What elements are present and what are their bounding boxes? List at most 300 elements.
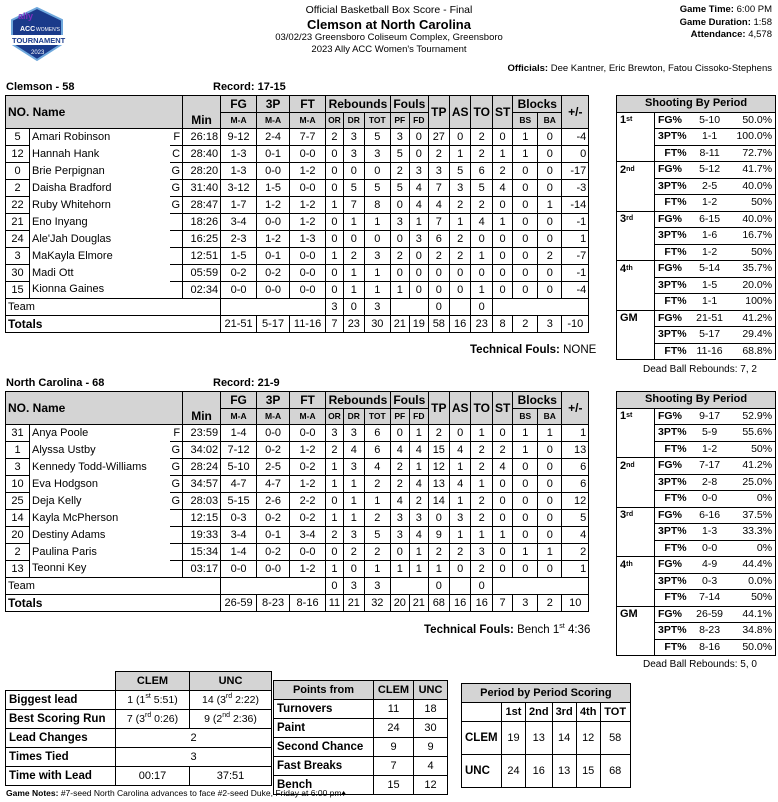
period-blank [617, 294, 655, 311]
stat-cell: 1 [471, 476, 492, 493]
sbp-row [617, 310, 776, 327]
player-row [6, 282, 589, 299]
made-attempts: 0-0 [690, 491, 730, 508]
totals-label: Totals [6, 595, 221, 612]
header-row [6, 96, 589, 113]
player-number: 10 [6, 476, 30, 493]
player-row [6, 459, 589, 476]
stat-cell: 4 [409, 197, 428, 214]
stat-cell: 1 [409, 214, 428, 231]
player-position: G [170, 197, 183, 214]
stat-cell: 1 [326, 248, 344, 265]
made-attempts: 7-17 [690, 458, 730, 475]
pps-title: Period by Period Scoring [462, 684, 631, 703]
stat-cell: 4-7 [221, 476, 257, 493]
pf-unc-val: 9 [414, 738, 448, 757]
percentage: 41.2% [730, 458, 776, 475]
stat-cell: 0-1 [257, 248, 290, 265]
dead-value: 5, 0 [740, 659, 757, 670]
stat-label: FG% [655, 112, 690, 129]
stat-cell: 0 [513, 248, 538, 265]
team-dr: 0 [343, 299, 364, 316]
stat-cell: -4 [562, 129, 589, 146]
stat-cell: 7 [343, 197, 364, 214]
stat-cell: 0-2 [290, 459, 326, 476]
player-number: 0 [6, 163, 30, 180]
stat-cell: 1 [343, 265, 364, 282]
period-label [617, 261, 655, 278]
stat-cell: 0 [538, 146, 562, 163]
stat-cell: 2 [492, 163, 512, 180]
stat-cell: 2 [428, 425, 449, 442]
percentage: 50% [730, 195, 776, 212]
pps-row [462, 722, 631, 755]
col-plus-minus: +/- [562, 392, 589, 425]
sub-ba: BA [538, 113, 562, 129]
period-blank [617, 540, 655, 557]
total-cell: 23 [471, 316, 492, 333]
blank-cell [492, 299, 588, 316]
pps-row [462, 755, 631, 788]
percentage: 0% [730, 491, 776, 508]
period-blank [617, 327, 655, 344]
player-minutes: 19:33 [183, 527, 221, 544]
gs-val-post: 0:26) [154, 713, 179, 725]
player-number: 13 [6, 561, 30, 578]
col-min: Min [183, 392, 221, 425]
sub-ma: M-A [257, 113, 290, 129]
player-name: Ruby Whitehorn [32, 198, 111, 211]
player-name: Hannah Hank [32, 147, 100, 160]
stat-cell: 0 [364, 163, 390, 180]
player-minutes: 02:34 [183, 282, 221, 299]
percentage: 41.7% [730, 162, 776, 179]
player-minutes: 34:02 [183, 442, 221, 459]
player-row [6, 163, 589, 180]
stat-cell: 0-0 [290, 544, 326, 561]
stat-cell: 0 [471, 231, 492, 248]
total-cell: 16 [449, 316, 471, 333]
sbp-table [616, 95, 776, 360]
stat-cell: 2 [471, 493, 492, 510]
gs-val-main: 1 (1 [127, 694, 146, 706]
blank-cell [462, 703, 502, 722]
stat-cell: -1 [562, 265, 589, 282]
player-row [6, 197, 589, 214]
stat-cell: 1 [364, 561, 390, 578]
player-number: 3 [6, 459, 30, 476]
stat-label: FT% [655, 294, 690, 311]
pf-clem-val: 15 [374, 776, 414, 795]
clemson-dead-ball [643, 364, 757, 375]
pf-row [274, 700, 448, 719]
percentage: 16.7% [730, 228, 776, 245]
player-number: 14 [6, 510, 30, 527]
stat-cell: 7-7 [290, 129, 326, 146]
stat-cell: 3 [449, 180, 471, 197]
player-number: 30 [6, 265, 30, 282]
player-position: F [170, 425, 183, 442]
sbp-title: Shooting By Period [617, 392, 776, 409]
pf-unc-val: 30 [414, 719, 448, 738]
sub-or: OR [326, 113, 344, 129]
player-row [6, 129, 589, 146]
stat-label: 3PT% [655, 277, 690, 294]
stat-cell: 6 [428, 231, 449, 248]
period-blank [617, 474, 655, 491]
blank-cell [6, 672, 116, 691]
stat-label: 3PT% [655, 474, 690, 491]
stat-cell: 0 [390, 231, 409, 248]
made-attempts: 7-14 [690, 590, 730, 607]
player-number: 12 [6, 146, 30, 163]
gs-label: Time with Lead [6, 767, 116, 786]
blank-cell [221, 299, 326, 316]
player-name: Deja Kelly [32, 494, 82, 507]
tech-sup: st [559, 623, 565, 630]
stat-cell: 4 [343, 442, 364, 459]
stat-cell: 0 [492, 476, 512, 493]
period-blank [617, 195, 655, 212]
col-as: AS [449, 96, 471, 129]
pps-team: UNC [462, 755, 502, 788]
game-info [680, 4, 772, 42]
stat-cell: 3 [343, 146, 364, 163]
total-cell: 8-16 [290, 595, 326, 612]
stat-cell: 1 [562, 231, 589, 248]
stat-cell: 5 [364, 180, 390, 197]
stat-cell: 0 [449, 129, 471, 146]
gs-row [6, 710, 272, 729]
made-attempts: 5-12 [690, 162, 730, 179]
stat-label: FG% [655, 162, 690, 179]
blank-cell [492, 578, 588, 595]
pps-score: 16 [526, 755, 553, 788]
stat-cell: 3 [390, 129, 409, 146]
stat-cell: 5 [449, 163, 471, 180]
sbp-row [617, 178, 776, 195]
player-row [6, 442, 589, 459]
stat-cell: 6 [364, 425, 390, 442]
player-number: 20 [6, 527, 30, 544]
gs-clem: CLEM [116, 672, 190, 691]
gs-val-sup: nd [222, 712, 231, 719]
period-blank [617, 491, 655, 508]
stat-cell: 1-4 [221, 425, 257, 442]
pf-table [273, 680, 448, 795]
stat-cell: 0 [492, 493, 512, 510]
period-suffix: rd [626, 511, 634, 518]
gs-value: 37:51 [190, 767, 272, 786]
sbp-row [617, 474, 776, 491]
total-cell: 21 [409, 595, 428, 612]
logo-name: TOURNAMENT [12, 36, 66, 45]
col-fg: FG [221, 392, 257, 409]
total-cell: 16 [471, 595, 492, 612]
player-number: 1 [6, 442, 30, 459]
period-blank [617, 178, 655, 195]
stat-cell: 1 [538, 197, 562, 214]
period-blank [617, 573, 655, 590]
stat-cell: -7 [562, 248, 589, 265]
col-fouls: Fouls [390, 96, 428, 113]
box-table [5, 391, 589, 612]
period-suffix: nd [626, 461, 635, 469]
percentage: 29.4% [730, 327, 776, 344]
gs-val-main: 7 (3 [126, 713, 145, 725]
stat-cell: 0 [409, 248, 428, 265]
stat-cell: 2 [428, 544, 449, 561]
clemson-team-name: Clemson - 58 [6, 81, 75, 93]
sbp-row [617, 590, 776, 607]
stat-cell: 0 [449, 425, 471, 442]
total-cell: 5-17 [257, 316, 290, 333]
stat-cell: -14 [562, 197, 589, 214]
period-blank [617, 623, 655, 640]
stat-cell: 1 [343, 510, 364, 527]
stat-cell: 0-0 [257, 214, 290, 231]
stat-cell: 1 [343, 282, 364, 299]
percentage: 52.9% [730, 408, 776, 425]
stat-cell: 4 [409, 442, 428, 459]
col-tp: TP [428, 392, 449, 425]
player-name: Kayla McPherson [32, 511, 119, 524]
made-attempts: 1-3 [690, 524, 730, 541]
stat-cell: 0-2 [221, 265, 257, 282]
unc-box-score [5, 391, 589, 612]
period-number: 2 [620, 459, 627, 472]
total-cell: 21 [343, 595, 364, 612]
team-tot: 3 [364, 578, 390, 595]
stat-cell: 0 [538, 493, 562, 510]
report-title: Official Basketball Box Score - Final [305, 4, 473, 16]
stat-cell: 4 [409, 527, 428, 544]
dead-value: 7, 2 [740, 364, 757, 375]
stat-cell: 2 [343, 248, 364, 265]
stat-cell: 0 [513, 180, 538, 197]
player-name: Daisha Bradford [32, 181, 112, 194]
stat-cell: 7-12 [221, 442, 257, 459]
gs-row [6, 691, 272, 710]
player-number: 15 [6, 282, 30, 299]
gs-unc: UNC [190, 672, 272, 691]
stat-cell: 0 [428, 265, 449, 282]
stat-cell: 3 [449, 510, 471, 527]
percentage: 68.8% [730, 343, 776, 360]
team-to: 0 [471, 578, 492, 595]
stat-cell: 1 [428, 561, 449, 578]
stat-cell: 6 [471, 163, 492, 180]
col-tp: TP [428, 96, 449, 129]
stat-cell: 2-3 [221, 231, 257, 248]
logo-conf: ACC [20, 26, 36, 33]
stat-cell: 1 [343, 476, 364, 493]
game-time: 6:00 PM [736, 4, 772, 15]
player-position [170, 231, 183, 248]
stat-label: FG% [655, 211, 690, 228]
pps-score: 24 [502, 755, 526, 788]
player-row [6, 561, 589, 578]
stat-cell: 5 [471, 180, 492, 197]
stat-label: FT% [655, 343, 690, 360]
pf-row [274, 757, 448, 776]
gs-table [5, 671, 272, 786]
period-suffix: rd [626, 215, 634, 222]
player-row [6, 146, 589, 163]
sbp-row [617, 228, 776, 245]
pps-score: 58 [600, 722, 630, 755]
stat-cell: 1-3 [221, 146, 257, 163]
stat-cell: 1 [492, 146, 512, 163]
pf-clem-val: 7 [374, 757, 414, 776]
gs-val-post: 2:22) [235, 694, 260, 706]
stat-cell: 13 [428, 476, 449, 493]
pps-title-row [462, 684, 631, 703]
player-position: G [170, 163, 183, 180]
stat-label: FG% [655, 606, 690, 623]
stat-cell: 0 [492, 561, 512, 578]
period-label [617, 557, 655, 574]
totals-row [6, 316, 589, 333]
stat-cell: 4 [449, 442, 471, 459]
made-attempts: 4-9 [690, 557, 730, 574]
col-rebounds: Rebounds [326, 96, 391, 113]
stat-cell: 1 [326, 459, 344, 476]
gs-row [6, 748, 272, 767]
player-row [6, 527, 589, 544]
pps-score: 19 [502, 722, 526, 755]
stat-cell: 1 [326, 561, 344, 578]
stat-cell: 0 [364, 231, 390, 248]
made-attempts: 11-16 [690, 343, 730, 360]
stat-cell: 8 [364, 197, 390, 214]
stat-cell: 0 [538, 527, 562, 544]
total-cell: 7 [326, 316, 344, 333]
col-no-name: NO. Name [6, 96, 183, 129]
stat-cell: 0-1 [257, 146, 290, 163]
made-attempts: 0-0 [690, 540, 730, 557]
sbp-row [617, 458, 776, 475]
player-row [6, 493, 589, 510]
stat-label: FT% [655, 491, 690, 508]
stat-cell: 0 [538, 442, 562, 459]
period-suffix: nd [626, 165, 635, 173]
player-position: G [170, 442, 183, 459]
pf-unc: UNC [414, 681, 448, 700]
stat-cell: 0 [513, 561, 538, 578]
total-cell: 68 [428, 595, 449, 612]
stat-cell: 0-0 [221, 561, 257, 578]
percentage: 25.0% [730, 474, 776, 491]
blank-cell [221, 578, 326, 595]
total-cell: 26-59 [221, 595, 257, 612]
pps-score: 68 [600, 755, 630, 788]
stat-cell: 2 [428, 146, 449, 163]
stat-cell: 0-0 [290, 180, 326, 197]
stat-cell: 1 [326, 510, 344, 527]
percentage: 33.3% [730, 524, 776, 541]
stat-cell: 0-0 [290, 425, 326, 442]
sbp-row [617, 244, 776, 261]
stat-cell: 2 [449, 248, 471, 265]
sub-ma: M-A [221, 409, 257, 425]
col-3p: 3P [257, 392, 290, 409]
player-minutes: 28:40 [183, 146, 221, 163]
stat-cell: 4 [409, 180, 428, 197]
stat-cell: 1 [390, 282, 409, 299]
dead-label: Dead Ball Rebounds: [643, 364, 738, 375]
stat-cell: 6 [364, 442, 390, 459]
clemson-shooting-by-period [616, 95, 776, 360]
stat-cell: 4 [492, 459, 512, 476]
percentage: 37.5% [730, 507, 776, 524]
stat-cell: 0 [390, 197, 409, 214]
stat-cell: 3 [390, 527, 409, 544]
stat-label: FT% [655, 441, 690, 458]
team-or: 3 [326, 299, 344, 316]
total-cell: 3 [538, 316, 562, 333]
sbp-row [617, 639, 776, 656]
team-row [6, 578, 589, 595]
stat-cell: 1 [409, 459, 428, 476]
gs-label: Lead Changes [6, 729, 116, 748]
player-minutes: 12:15 [183, 510, 221, 527]
stat-cell: 1 [562, 561, 589, 578]
gs-span: 2 [116, 729, 272, 748]
period-label [617, 606, 655, 623]
player-position: G [170, 476, 183, 493]
stat-cell: 2 [471, 459, 492, 476]
total-cell: 8 [492, 316, 512, 333]
team-dr: 3 [343, 578, 364, 595]
stat-cell: 1-3 [221, 163, 257, 180]
stat-cell: 7 [428, 214, 449, 231]
stat-cell: 1 [513, 129, 538, 146]
player-number: 2 [6, 180, 30, 197]
period-number: 3 [620, 509, 627, 521]
venue-line: 03/02/23 Greensboro Coliseum Complex, Greensboro [275, 31, 503, 43]
stat-cell: 1-5 [221, 248, 257, 265]
stat-cell: 0 [538, 163, 562, 180]
officials-names: Dee Kantner, Eric Brewton, Fatou Cissoko-Stephens [550, 63, 772, 74]
period-suffix: th [626, 560, 633, 568]
stat-cell: 3-4 [290, 527, 326, 544]
sbp-row [617, 195, 776, 212]
stat-cell: 0 [538, 180, 562, 197]
player-position [170, 214, 183, 231]
sbp-row [617, 491, 776, 508]
period-blank [617, 244, 655, 261]
pps-col: 1st [502, 703, 526, 722]
player-number: 21 [6, 214, 30, 231]
stat-cell: 4 [449, 476, 471, 493]
stat-cell: 2 [538, 248, 562, 265]
made-attempts: 5-10 [690, 112, 730, 129]
made-attempts: 6-15 [690, 211, 730, 228]
stat-cell: 3 [409, 163, 428, 180]
stat-cell: 3-12 [221, 180, 257, 197]
stat-cell: 1 [471, 248, 492, 265]
stat-cell: -4 [562, 282, 589, 299]
stat-cell: 5-15 [221, 493, 257, 510]
points-from-table [273, 680, 448, 795]
pps-col: 2nd [526, 703, 553, 722]
pf-clem-val: 9 [374, 738, 414, 757]
sub-fd: FD [409, 409, 428, 425]
sbp-row [617, 573, 776, 590]
made-attempts: 1-6 [690, 228, 730, 245]
player-name: Destiny Adams [32, 528, 106, 541]
